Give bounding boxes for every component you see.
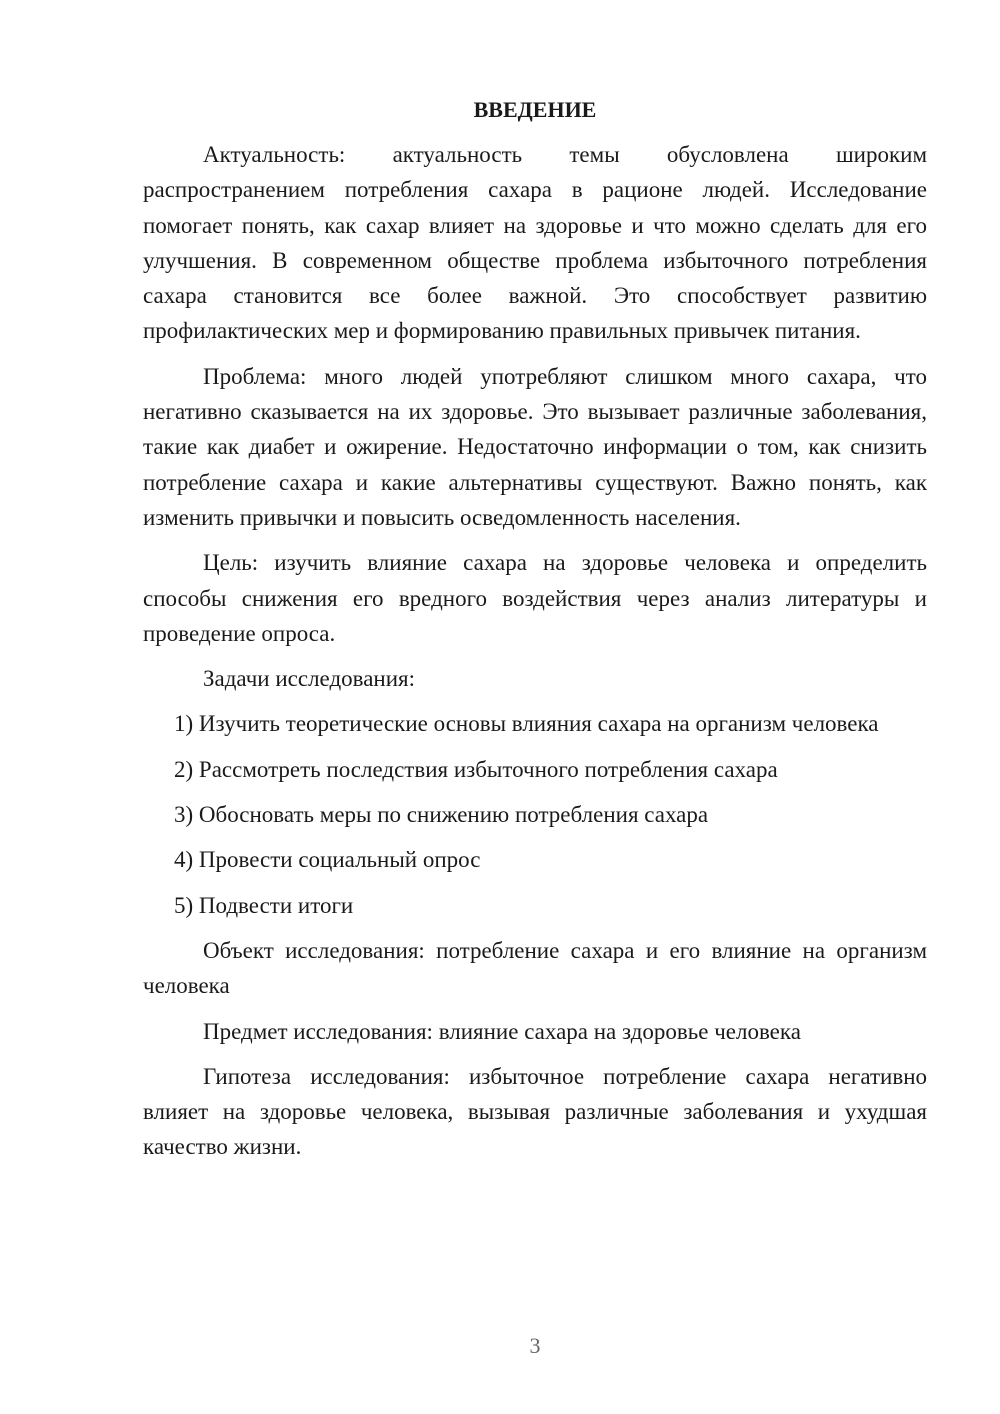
problem-paragraph: Проблема: много людей употребляют слишком много сахара, что негативно сказывается на их здоровье. Это вызывает различные заболевания, такие как диабет и ожирение. Недостаточно информации о том, как снизить потребление сахара и какие альтернативы существуют. Важно понять, как изменить привычки и повысить осведомленность населения. xyxy=(143,363,927,530)
page-number: 3 xyxy=(529,1333,541,1358)
task-item: 3) Обосновать меры по снижению потребления сахара xyxy=(174,802,709,828)
tasks-heading: Задачи исследования: xyxy=(203,666,416,692)
goal-paragraph: Цель: изучить влияние сахара на здоровье человека и определить способы снижения его вредного воздействия через анализ литературы и проведение опроса. xyxy=(143,550,927,646)
task-item: 5) Подвести итоги xyxy=(174,892,354,918)
object-paragraph: Объект исследования: потребление сахара и его влияние на организм человека xyxy=(143,937,927,999)
relevance-paragraph: Актуальность: актуальность темы обусловлена широким распространением потребления сахара в рационе людей. Исследование помогает понять, как сахар влияет на здоровье и что можно сделать для его улучшения. В современном обществе проблема избыточного потребления сахара становится все более важной. Это способствует развитию профилактических мер и формированию правильных привычек питания. xyxy=(143,142,927,344)
page-content xyxy=(143,95,927,1175)
task-item: 4) Провести социальный опрос xyxy=(174,847,481,873)
task-item: 1) Изучить теоретические основы влияния сахара на организм человека xyxy=(174,711,879,737)
task-item: 2) Рассмотреть последствия избыточного потребления сахара xyxy=(174,756,778,782)
hypothesis-paragraph: Гипотеза исследования: избыточное потребление сахара негативно влияет на здоровье человека, вызывая различные заболевания и ухудшая качество жизни. xyxy=(143,1063,927,1160)
subject-paragraph: Предмет исследования: влияние сахара на здоровье человека xyxy=(203,1018,801,1044)
section-title: ВВЕДЕНИЕ xyxy=(473,97,597,122)
